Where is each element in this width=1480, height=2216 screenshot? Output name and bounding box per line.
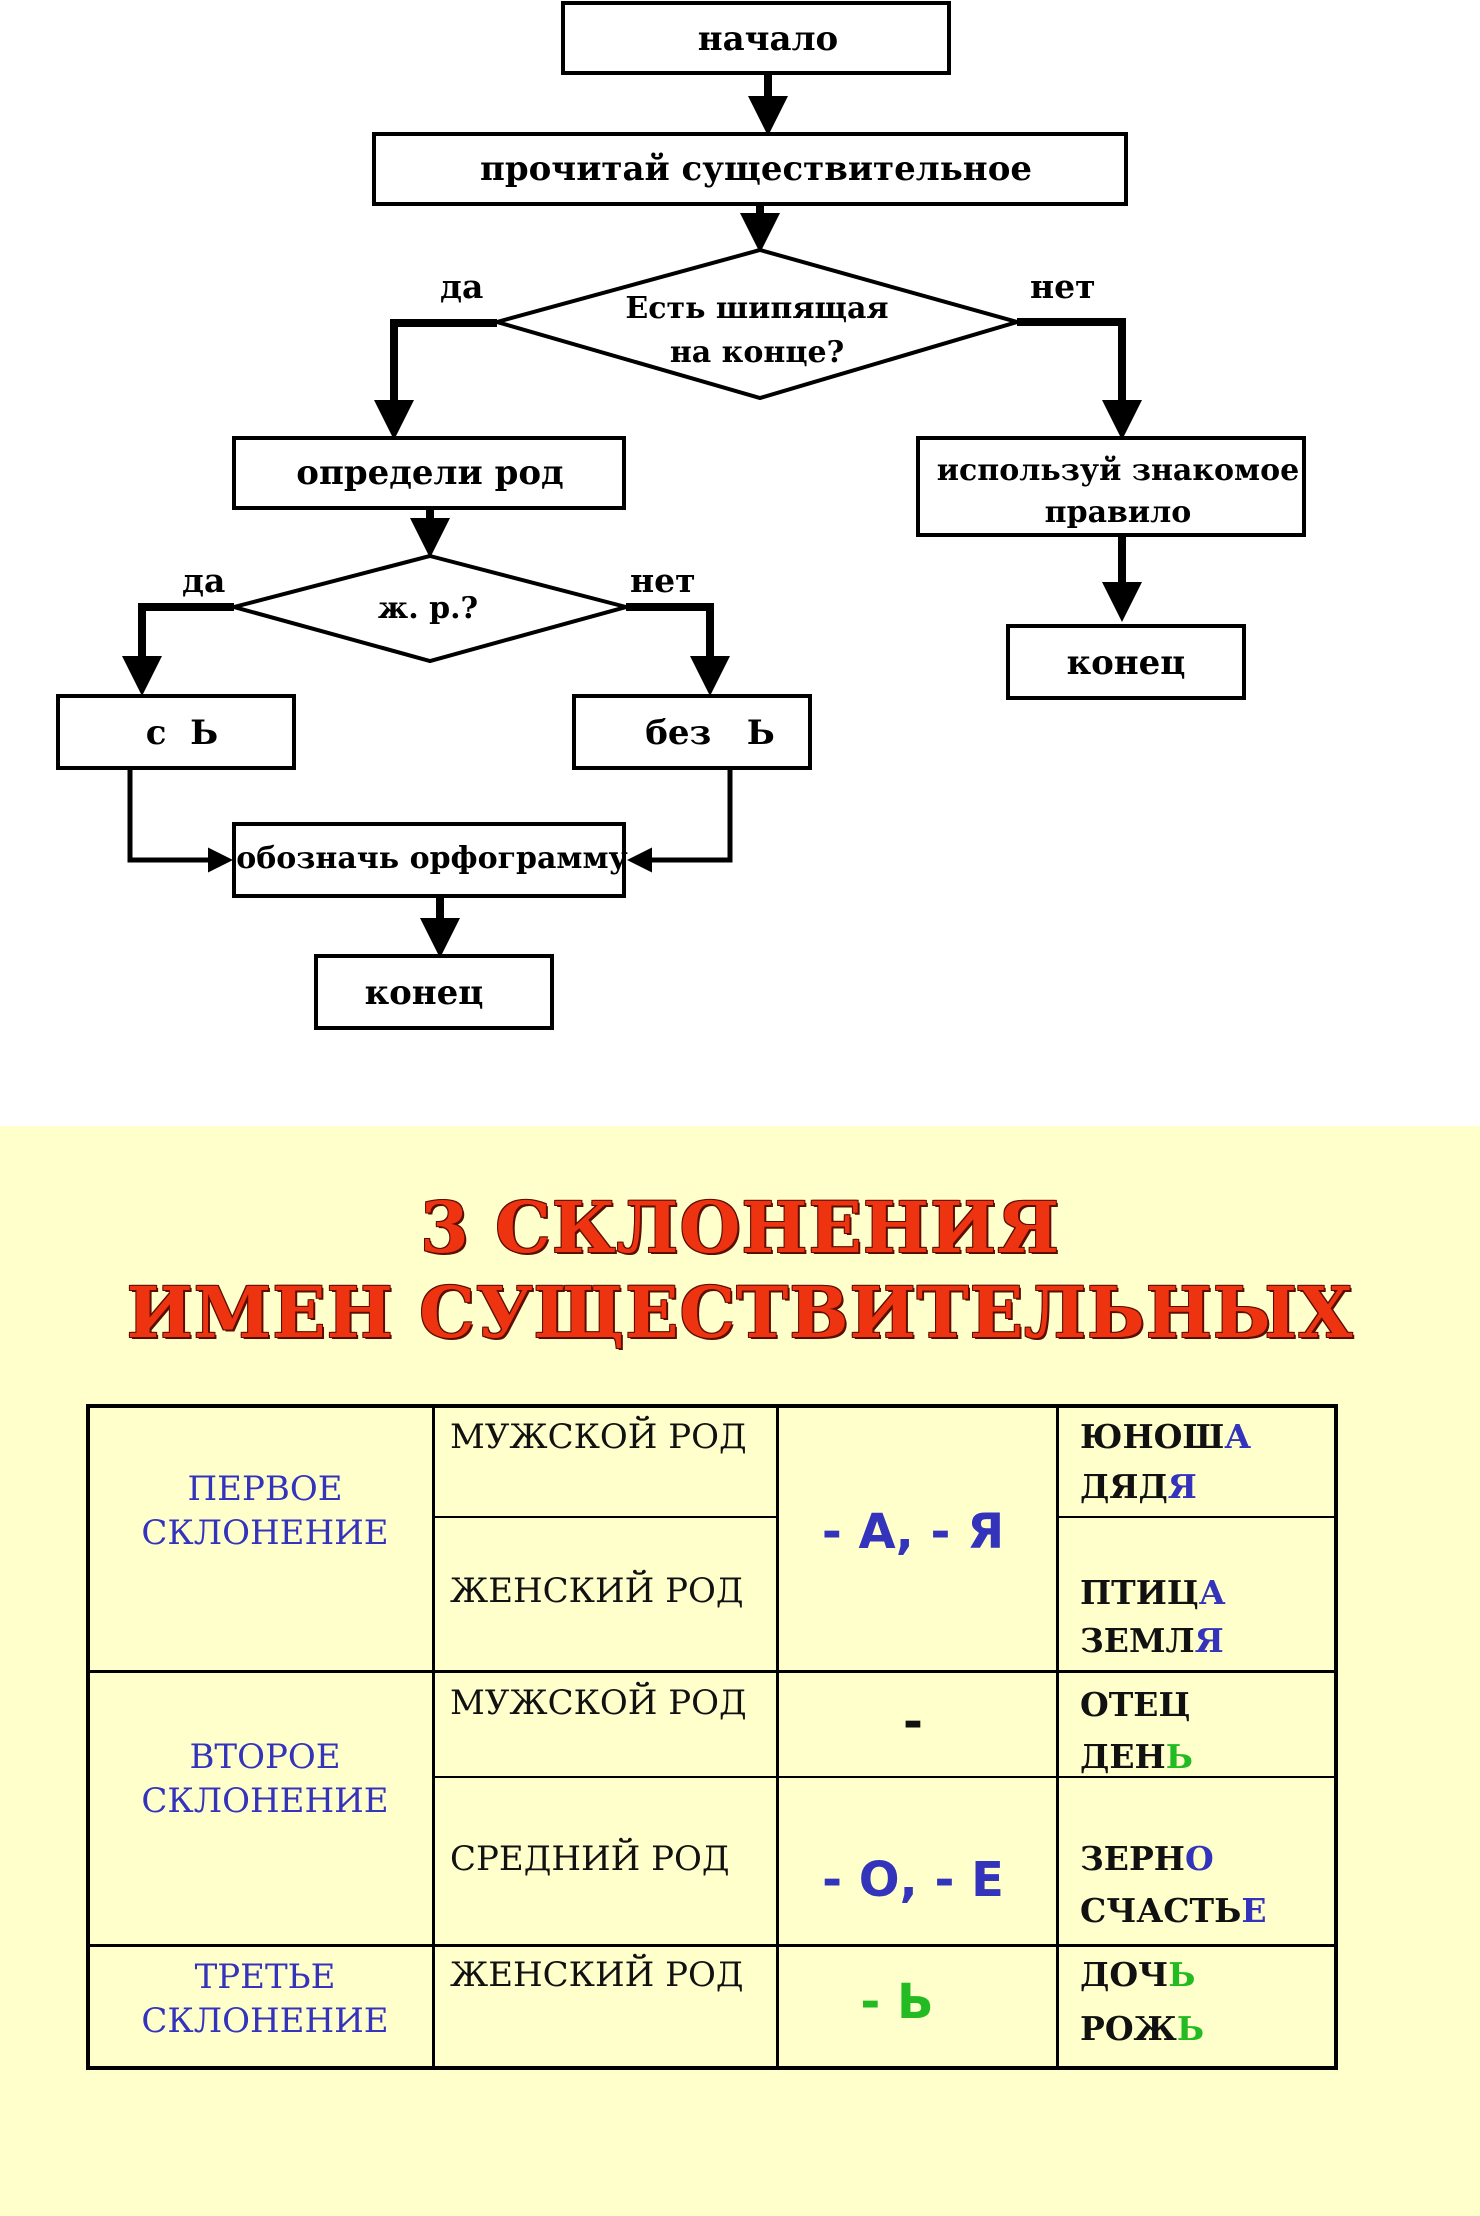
- declension-2-line1: ВТОРОЕ: [189, 1737, 341, 1777]
- mark-label: обозначь орфограмму: [236, 841, 628, 876]
- without-soft-label: без Ь: [645, 713, 775, 753]
- table-vline-1: [432, 1408, 435, 2066]
- example-2-2: ДЕНЬ: [1080, 1737, 1193, 1776]
- arrow-without-mark: [632, 768, 730, 860]
- table-hline-r1-gender: [432, 1516, 778, 1518]
- declension-1-line2: СКЛОНЕНИЕ: [141, 1513, 389, 1553]
- define-gender-label: определи род: [296, 453, 564, 493]
- declension-1-line1: ПЕРВОЕ: [187, 1469, 343, 1509]
- declension-3-line2: СКЛОНЕНИЕ: [141, 2001, 389, 2041]
- question1-label-1: Есть шипящая: [625, 291, 889, 326]
- example-1-3: ПТИЦА: [1080, 1573, 1226, 1612]
- arrow-yes-define: [394, 323, 497, 432]
- example-3-1: ДОЧЬ: [1080, 1955, 1196, 1994]
- poster-title-line1: 3 СКЛОНЕНИЯ: [420, 1186, 1060, 1269]
- gender-2a: МУЖСКОЙ РОД: [450, 1683, 747, 1723]
- start-label: начало: [697, 19, 839, 59]
- example-3-2: РОЖЬ: [1080, 2009, 1205, 2048]
- example-2-1: ОТЕЦ: [1080, 1685, 1191, 1724]
- ending-1: - А, - Я: [821, 1504, 1005, 1560]
- end-right-label: конец: [1066, 643, 1186, 683]
- gender-1a: МУЖСКОЙ РОД: [450, 1417, 747, 1457]
- arrow-no-without: [626, 607, 710, 688]
- table-vline-2: [776, 1408, 779, 2066]
- example-1-4: ЗЕМЛЯ: [1080, 1621, 1224, 1660]
- table-hline-r1-examples: [1056, 1516, 1334, 1518]
- ending-2b: - О, - Е: [822, 1852, 1004, 1908]
- question1-label-2: на конце?: [669, 335, 845, 370]
- no2-label: нет: [630, 561, 696, 600]
- example-1-2: ДЯДЯ: [1080, 1467, 1197, 1506]
- gender-3a: ЖЕНСКИЙ РОД: [450, 1955, 744, 1995]
- declension-poster: [0, 1126, 1480, 2216]
- example-2-3: ЗЕРНО: [1080, 1839, 1214, 1878]
- yes2-label: да: [182, 561, 226, 600]
- arrow-no-rule: [1017, 322, 1122, 432]
- read-label: прочитай существительное: [479, 149, 1033, 189]
- use-rule-label-1: используй знакомое: [936, 453, 1300, 488]
- table-hline-row2: [90, 1944, 1334, 1947]
- table-hline-row1: [90, 1670, 1334, 1673]
- table-vline-3: [1056, 1408, 1059, 2066]
- table-hline-r2-gender: [432, 1776, 1056, 1778]
- declension-3-line1: ТРЕТЬЕ: [194, 1957, 336, 1997]
- example-2-4: СЧАСТЬЕ: [1080, 1891, 1267, 1930]
- arrow-soft-mark: [130, 768, 228, 860]
- gender-2b: СРЕДНИЙ РОД: [450, 1839, 730, 1879]
- question2-label: ж. р.?: [377, 591, 479, 626]
- gender-1b: ЖЕНСКИЙ РОД: [450, 1571, 744, 1611]
- example-1-1: ЮНОША: [1080, 1417, 1252, 1456]
- ending-2a: -: [903, 1694, 923, 1750]
- declension-table: [86, 1404, 1338, 2070]
- poster-title-line2: ИМЕН СУЩЕСТВИТЕЛЬНЫХ: [126, 1271, 1354, 1354]
- no1-label: нет: [1030, 267, 1096, 306]
- table-hline-r2-examples: [1056, 1776, 1334, 1778]
- yes1-label: да: [440, 267, 484, 306]
- ending-3: - Ь: [860, 1974, 934, 2030]
- with-soft-label: с Ь: [145, 713, 219, 753]
- end-bottom-label: конец: [364, 973, 484, 1013]
- arrow-yes-soft: [142, 607, 234, 688]
- declension-2-line2: СКЛОНЕНИЕ: [141, 1781, 389, 1821]
- use-rule-label-2: правило: [1044, 495, 1192, 530]
